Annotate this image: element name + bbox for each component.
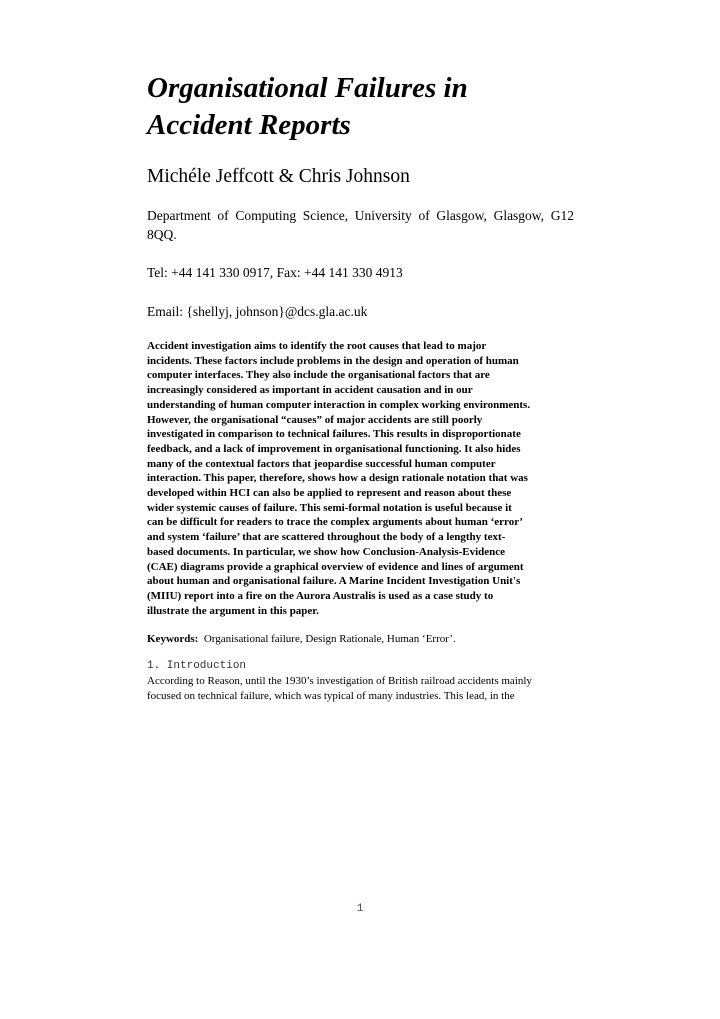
contact-phone-fax: Tel: +44 141 330 0917, Fax: +44 141 330 4913 xyxy=(147,265,403,280)
keywords-label: Keywords: xyxy=(147,633,199,646)
title-line-1: Organisational Failures in xyxy=(147,72,468,104)
contact-email: Email: {shellyj, johnson}@dcs.gla.ac.uk xyxy=(147,304,368,319)
keywords-text: Organisational failure, Design Rationale, Human ‘Error’. xyxy=(203,633,456,646)
keywords xyxy=(147,632,574,646)
paper-title xyxy=(147,70,574,144)
introduction-text: According to Reason, until the 1930’s investigation of British railroad accidents mainly focused on technical failure, which was typical of many industries. This lead, in the xyxy=(147,675,532,703)
title-line-2: Accident Reports xyxy=(147,109,351,141)
authors: Michéle Jeffcott & Chris Johnson xyxy=(147,166,410,187)
page-number: 1 xyxy=(356,903,364,915)
affiliation: Department of Computing Science, University of Glasgow, Glasgow, G12 8QQ. xyxy=(147,208,574,242)
section-heading-introduction: 1. Introduction xyxy=(147,660,247,673)
page-content xyxy=(147,70,574,704)
abstract: Accident investigation aims to identify the root causes that lead to major incidents. These factors include problems in the design and operation of human computer interfaces. They also include the organisational factors that are increasingly considered as important in accident causation and in our understanding of human computer interaction in complex working environments. However, the organisational “causes” of major accidents are still poorly investigated in comparison to technical failures. This results in disproportionate feedback, and a lack of improvement in organisational functioning. It also hides many of the contextual factors that jeopardise successful human computer interaction. This paper, therefore, shows how a design rationale notation that was developed within HCI can also be applied to represent and reason about these wider systemic causes of failure. This semi-formal notation is useful because it can be difficult for readers to trace the complex arguments about human ‘error’ and system ‘failure’ that are scattered throughout the body of a lengthy text- based documents. In particular, we show how Conclusion-Analysis-Evidence (CAE) diagrams provide a graphical overview of evidence and lines of argument about human and organisational failure. A Marine Incident Investigation Unit's (MIIU) report into a fire on the Aurora Australis is used as a case study to illustrate the argument in this paper. xyxy=(147,340,531,617)
